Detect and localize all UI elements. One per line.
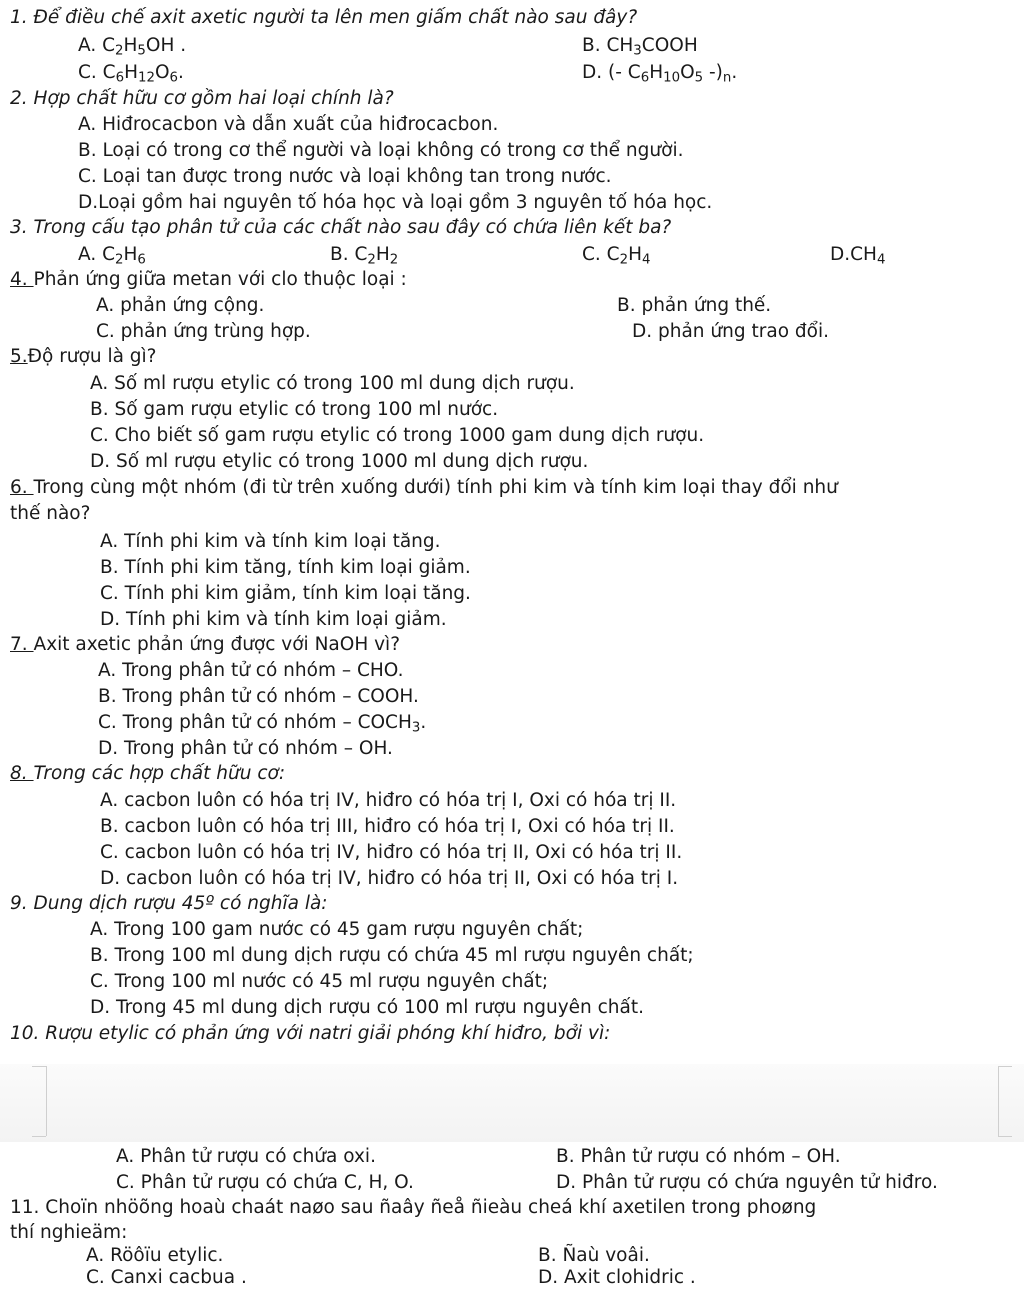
question-11: 11. Choïn nhöõng hoaù chaát naøo sau ñaây ñeå ñieàu cheá khí axetilen trong phoøng <box>10 1197 817 1218</box>
option-a: A. Trong phân tử có nhóm – CHO. <box>98 660 404 681</box>
option-b: B. cacbon luôn có hóa trị III, hiđro có hóa trị I, Oxi có hóa trị II. <box>100 816 675 837</box>
question-6 <box>10 476 838 500</box>
page-corner-left-bottom <box>32 1136 46 1137</box>
option-b: B. Số gam rượu etylic có trong 100 ml nước. <box>90 399 499 420</box>
option-c: C. Canxi cacbua . <box>86 1267 247 1288</box>
option-c: C. Tính phi kim giảm, tính kim loại tăng. <box>100 583 471 604</box>
question-number: 7. <box>10 634 34 655</box>
page-corner-left-top <box>32 1066 46 1067</box>
option-d: D. Tính phi kim và tính kim loại giảm. <box>100 609 447 630</box>
question-number: 6. <box>10 477 34 498</box>
option-b: B. Ñaù voâi. <box>538 1245 650 1266</box>
question-10: 10. Rượu etylic có phản ứng với natri giải phóng khí hiđro, bởi vì: <box>10 1023 611 1044</box>
question-text: Axit axetic phản ứng được với NaOH vì? <box>33 634 401 655</box>
question-number: 5. <box>10 346 28 367</box>
option-a: A. Tính phi kim và tính kim loại tăng. <box>100 531 441 552</box>
option-b: B. $C_2H_2$ <box>330 244 399 268</box>
option-b: B. $CH_3COOH$ <box>582 35 698 59</box>
question-11-continued: thí nghieäm: <box>10 1222 128 1243</box>
option-d: D. phản ứng trao đổi. <box>632 321 829 342</box>
option-a: A. Trong 100 gam nước có 45 gam rượu nguyên chất; <box>90 919 584 940</box>
question-number: 8. <box>10 763 34 784</box>
option-b: B. Trong 100 ml dung dịch rượu có chứa 45 ml rượu nguyên chất; <box>90 945 694 966</box>
question-text: Trong các hợp chất hữu cơ: <box>33 763 286 784</box>
option-d: D. Axit clohidric . <box>538 1267 696 1288</box>
question-text: Độ rượu là gì? <box>27 346 157 367</box>
option-d: D. Phân tử rượu có chứa nguyên tử hiđro. <box>556 1172 938 1193</box>
question-number: 4. <box>10 269 34 290</box>
option-a: A. Phân tử rượu có chứa oxi. <box>116 1146 376 1167</box>
option-a: A. $C_2H_5OH$ . <box>78 35 187 59</box>
option-b: B. Trong phân tử có nhóm – COOH. <box>98 686 419 707</box>
question-9: 9. Dung dịch rượu 45º có nghĩa là: <box>10 893 328 914</box>
option-a: A. Hiđrocacbon và dẫn xuất của hiđrocacbon. <box>78 114 499 135</box>
question-2: 2. Hợp chất hữu cơ gồm hai loại chính là? <box>10 88 394 109</box>
option-c: C. Phân tử rượu có chứa C, H, O. <box>116 1172 414 1193</box>
page-corner-right-vert <box>998 1066 999 1136</box>
option-c: C. cacbon luôn có hóa trị IV, hiđro có hóa trị II, Oxi có hóa trị II. <box>100 842 683 863</box>
option-d: D. Trong phân tử có nhóm – OH. <box>98 738 393 759</box>
page-corner-right-bottom <box>998 1136 1012 1137</box>
option-a: A. Röôïu etylic. <box>86 1245 224 1266</box>
question-5 <box>10 345 157 369</box>
option-d: D. Trong 45 ml dung dịch rượu có 100 ml rượu nguyên chất. <box>90 997 645 1018</box>
option-c: C. $C_2H_4$ <box>582 244 651 268</box>
option-d: D.Loại gồm hai nguyên tố hóa học và loại gồm 3 nguyên tố hóa học. <box>78 192 713 213</box>
question-6-continued: thế nào? <box>10 503 91 524</box>
option-d: D. (- $C_6H_{10}O_5$ $-)_n$. <box>582 62 738 86</box>
option-b: B. Tính phi kim tăng, tính kim loại giảm. <box>100 557 471 578</box>
page-gap <box>0 1064 1024 1142</box>
question-4 <box>10 268 407 292</box>
question-text: Phản ứng giữa metan với clo thuộc loại : <box>33 269 407 290</box>
option-a: A. cacbon luôn có hóa trị IV, hiđro có hóa trị I, Oxi có hóa trị II. <box>100 790 677 811</box>
option-c: C. Cho biết số gam rượu etylic có trong 1000 gam dung dịch rượu. <box>90 425 705 446</box>
option-a: A. Số ml rượu etylic có trong 100 ml dung dịch rượu. <box>90 373 575 394</box>
option-a: A. phản ứng cộng. <box>96 295 265 316</box>
question-text: Trong cùng một nhóm (đi từ trên xuống dưới) tính phi kim và tính kim loại thay đổi như <box>33 477 838 498</box>
question-3: 3. Trong cấu tạo phân tử của các chất nào sau đây có chứa liên kết ba? <box>10 217 672 238</box>
question-number: 1. <box>10 7 28 28</box>
page-corner-right-top <box>998 1066 1012 1067</box>
page-corner-left-vert <box>46 1066 47 1136</box>
option-d: D. cacbon luôn có hóa trị IV, hiđro có hóa trị II, Oxi có hóa trị I. <box>100 868 679 889</box>
question-text: Để điều chế axit axetic người ta lên men giấm chất nào sau đây? <box>33 7 638 28</box>
option-c: C. phản ứng trùng hợp. <box>96 321 311 342</box>
option-b: B. Phân tử rượu có nhóm – OH. <box>556 1146 841 1167</box>
question-8 <box>10 762 285 786</box>
option-b: B. Loại có trong cơ thể người và loại không có trong cơ thể người. <box>78 140 684 161</box>
question-1 <box>10 6 637 30</box>
option-c: C. Trong phân tử có nhóm – $COCH_3$. <box>98 712 427 736</box>
option-c: C. Loại tan được trong nước và loại không tan trong nước. <box>78 166 612 187</box>
option-a: A. $C_2H_6$ <box>78 244 146 268</box>
option-d: D. Số ml rượu etylic có trong 1000 ml dung dịch rượu. <box>90 451 589 472</box>
option-c: C. $C_6H_{12}O_6$. <box>78 62 184 86</box>
question-7 <box>10 633 400 657</box>
option-d: $D.CH_4$ <box>830 244 886 268</box>
option-b: B. phản ứng thế. <box>617 295 772 316</box>
option-c: C. Trong 100 ml nước có 45 ml rượu nguyên chất; <box>90 971 549 992</box>
